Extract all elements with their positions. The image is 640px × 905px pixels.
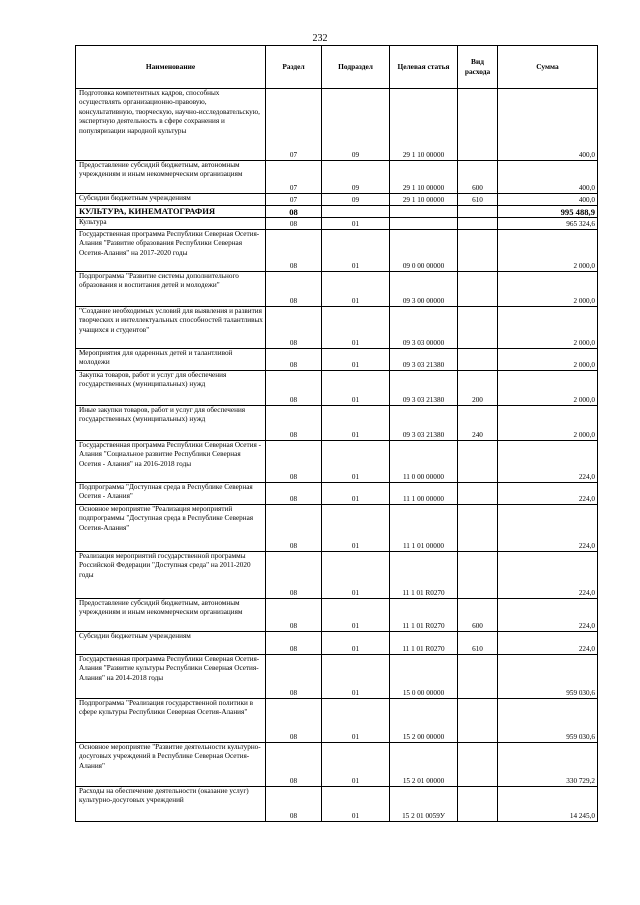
row-razdel: 08 [266,743,322,787]
row-summa: 14 245,0 [498,787,598,822]
row-podrazdel: 01 [322,599,390,632]
row-razdel: 08 [266,307,322,349]
table-row [76,406,598,441]
row-statya: 09 3 03 21380 [390,371,458,406]
row-statya: 29 1 10 00000 [390,89,458,161]
row-razdel: 07 [266,194,322,206]
table-row [76,89,598,161]
row-summa: 2 000,0 [498,371,598,406]
row-razdel: 08 [266,441,322,483]
row-vid [458,206,498,218]
row-razdel: 08 [266,371,322,406]
row-razdel: 08 [266,699,322,743]
row-statya: 11 1 00 00000 [390,483,458,505]
row-summa: 959 030,6 [498,655,598,699]
row-podrazdel: 01 [322,371,390,406]
table-row [76,483,598,505]
row-vid: 200 [458,371,498,406]
row-statya: 09 0 00 00000 [390,230,458,272]
row-name: Подготовка компетентных кадров, способных осуществлять организационно-правовую, консультативную, творческую, научно-исследовательскую, экспертную деятельность в сфере сохранения и популяризации народной культуры [76,89,266,161]
row-summa: 400,0 [498,89,598,161]
row-name: Субсидии бюджетным учреждениям [76,194,266,206]
row-vid [458,483,498,505]
row-podrazdel: 01 [322,743,390,787]
row-podrazdel: 01 [322,230,390,272]
budget-table [75,45,598,822]
row-podrazdel: 01 [322,272,390,307]
row-vid [458,272,498,307]
row-summa: 2 000,0 [498,272,598,307]
table-row [76,699,598,743]
row-vid [458,743,498,787]
row-name: Мероприятия для одаренных детей и талантливой молодежи [76,349,266,371]
header-vid: Вид расхода [458,46,498,89]
row-statya: 11 1 01 R0270 [390,599,458,632]
row-statya [390,206,458,218]
row-podrazdel: 09 [322,89,390,161]
row-statya: 29 1 10 00000 [390,161,458,194]
row-summa: 400,0 [498,194,598,206]
row-razdel: 08 [266,483,322,505]
table-row [76,161,598,194]
row-vid [458,349,498,371]
row-summa: 2 000,0 [498,230,598,272]
row-vid [458,307,498,349]
row-summa: 965 324,6 [498,218,598,230]
row-razdel: 08 [266,218,322,230]
row-statya [390,218,458,230]
table-row [76,206,598,218]
table-row [76,599,598,632]
table-row [76,552,598,599]
page-number: 232 [312,33,328,44]
row-vid: 600 [458,161,498,194]
row-name: Субсидии бюджетным учреждениям [76,632,266,655]
row-podrazdel: 01 [322,307,390,349]
row-statya: 09 3 00 00000 [390,272,458,307]
table-row [76,218,598,230]
row-statya: 09 3 03 00000 [390,307,458,349]
row-name: Основное мероприятие "Реализация мероприятий подпрограммы "Доступная среда в Республике Северная Осетия-Алания" [76,505,266,552]
row-name: Основное мероприятие "Развитие деятельности культурно-досуговых учреждений в Республике Северная Осетия-Алания" [76,743,266,787]
row-vid [458,787,498,822]
row-vid [458,505,498,552]
header-name: Наименование [76,46,266,89]
row-summa: 2 000,0 [498,406,598,441]
row-vid: 610 [458,194,498,206]
row-summa: 330 729,2 [498,743,598,787]
row-name: КУЛЬТУРА, КИНЕМАТОГРАФИЯ [76,206,266,218]
header-razdel: Раздел [266,46,322,89]
row-name: Культура [76,218,266,230]
table-header-row [76,46,598,89]
row-podrazdel: 09 [322,194,390,206]
row-vid [458,89,498,161]
table-row [76,505,598,552]
row-razdel: 08 [266,552,322,599]
table-row [76,655,598,699]
row-podrazdel: 01 [322,632,390,655]
row-razdel: 08 [266,655,322,699]
row-name: Предоставление субсидий бюджетным, автономным учреждениям и иным некоммерческим организациям [76,161,266,194]
row-podrazdel: 01 [322,655,390,699]
table-row [76,632,598,655]
row-summa: 995 488,9 [498,206,598,218]
row-razdel: 08 [266,230,322,272]
row-podrazdel: 01 [322,699,390,743]
row-vid [458,441,498,483]
row-razdel: 08 [266,272,322,307]
row-statya: 29 1 10 00000 [390,194,458,206]
row-name: Государственная программа Республики Северная Осетия-Алания "Развитие культуры Республики Северная Осетия-Алания" на 2014-2018 годы [76,655,266,699]
row-razdel: 08 [266,787,322,822]
table-row [76,194,598,206]
row-statya: 15 0 00 00000 [390,655,458,699]
row-statya: 11 1 01 00000 [390,505,458,552]
table-row [76,272,598,307]
row-name: Подпрограмма "Доступная среда в Республике Северная Осетия - Алания" [76,483,266,505]
table-row [76,371,598,406]
row-razdel: 08 [266,599,322,632]
row-razdel: 08 [266,505,322,552]
row-name: Государственная программа Республики Северная Осетия-Алания "Развитие образования Республики Северная Осетия-Алания" на 2017-2020 годы [76,230,266,272]
row-summa: 2 000,0 [498,307,598,349]
row-podrazdel: 01 [322,552,390,599]
table-row [76,349,598,371]
row-podrazdel: 09 [322,161,390,194]
row-podrazdel: 01 [322,441,390,483]
row-summa: 224,0 [498,483,598,505]
row-podrazdel: 01 [322,406,390,441]
row-statya: 09 3 03 21380 [390,406,458,441]
row-statya: 15 2 01 0059У [390,787,458,822]
row-name: Иные закупки товаров, работ и услуг для обеспечения государственных (муниципальных) нужд [76,406,266,441]
row-podrazdel: 01 [322,349,390,371]
row-podrazdel: 01 [322,787,390,822]
row-vid: 610 [458,632,498,655]
header-statya: Целевая статья [390,46,458,89]
row-name: Государственная программа Республики Северная Осетия - Алания "Социальное развитие Республики Северная Осетия - Алания" на 2016-2018 годы [76,441,266,483]
row-statya: 15 2 00 00000 [390,699,458,743]
row-statya: 15 2 01 00000 [390,743,458,787]
row-statya: 09 3 03 21380 [390,349,458,371]
table-row [76,307,598,349]
row-razdel: 07 [266,161,322,194]
row-summa: 224,0 [498,441,598,483]
row-razdel: 08 [266,406,322,441]
row-podrazdel: 01 [322,218,390,230]
header-summa: Сумма [498,46,598,89]
row-vid [458,218,498,230]
row-vid [458,552,498,599]
table-row [76,441,598,483]
row-name: Закупка товаров, работ и услуг для обеспечения государственных (муниципальных) нужд [76,371,266,406]
row-podrazdel: 01 [322,505,390,552]
row-razdel: 08 [266,206,322,218]
row-summa: 400,0 [498,161,598,194]
row-statya: 11 1 01 R0270 [390,552,458,599]
row-vid: 240 [458,406,498,441]
row-podrazdel: 01 [322,483,390,505]
row-summa: 959 030,6 [498,699,598,743]
row-name: Предоставление субсидий бюджетным, автономным учреждениям и иным некоммерческим организациям [76,599,266,632]
row-statya: 11 1 01 R0270 [390,632,458,655]
row-summa: 224,0 [498,599,598,632]
row-name: Подпрограмма "Развитие системы дополнительного образования и воспитания детей и молодежи" [76,272,266,307]
table-row [76,230,598,272]
row-summa: 2 000,0 [498,349,598,371]
table-row [76,787,598,822]
row-vid [458,230,498,272]
row-name: Подпрограмма "Реализация государственной политики в сфере культуры Республики Северная Осетия-Алания" [76,699,266,743]
row-name: Реализация мероприятий государственной программы Российской Федерации "Доступная среда" на 2011-2020 годы [76,552,266,599]
row-podrazdel [322,206,390,218]
row-vid: 600 [458,599,498,632]
row-vid [458,699,498,743]
row-statya: 11 0 00 00000 [390,441,458,483]
row-razdel: 08 [266,632,322,655]
row-vid [458,655,498,699]
row-razdel: 08 [266,349,322,371]
header-podrazdel: Подраздел [322,46,390,89]
row-razdel: 07 [266,89,322,161]
row-name: Расходы на обеспечение деятельности (оказание услуг) культурно-досуговых учреждений [76,787,266,822]
row-summa: 224,0 [498,552,598,599]
row-summa: 224,0 [498,505,598,552]
row-name: "Создание необходимых условий для выявления и развития творческих и интеллектуальных способностей талантливых учащихся и студентов" [76,307,266,349]
row-summa: 224,0 [498,632,598,655]
table-row [76,743,598,787]
